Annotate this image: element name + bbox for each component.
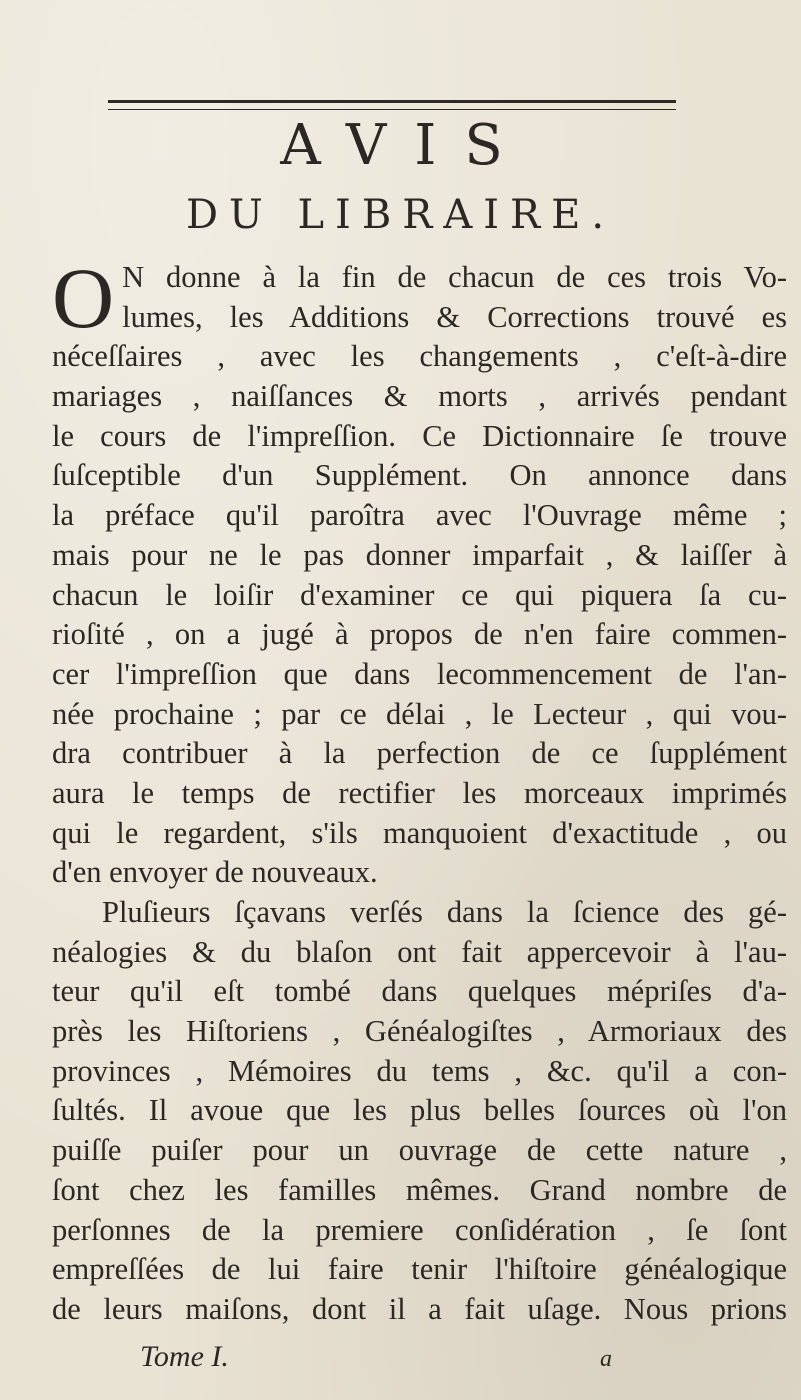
text-line: néceſſaires , avec les changements , c'eſt-à-dire bbox=[52, 339, 787, 374]
page-subtitle: DU LIBRAIRE. bbox=[185, 192, 616, 238]
text-line: ſont chez les familles mêmes. Grand nombre de bbox=[52, 1172, 787, 1207]
paragraph-sources bbox=[52, 893, 787, 1330]
text-line: la préface qu'il paroîtra avec l'Ouvrage même ; bbox=[52, 498, 787, 533]
page-title: AVIS bbox=[280, 113, 531, 178]
header-rule bbox=[108, 100, 676, 110]
text-line: le cours de l'impreſſion. Ce Dictionnaire ſe trouve bbox=[52, 418, 787, 453]
text-line: qui le regardent, s'ils manquoient d'exactitude , ou bbox=[52, 815, 787, 850]
text-line: rioſité , on a jugé à propos de n'en faire commen- bbox=[52, 617, 787, 652]
text-line: dra contribuer à la perfection de ce ſupplément bbox=[52, 736, 787, 771]
text-line: mais pour ne le pas donner imparfait , & laiſſer à bbox=[52, 537, 787, 572]
text-line: chacun le loiſir d'examiner ce qui piquera ſa cu- bbox=[52, 577, 787, 612]
text-line: aura le temps de rectifier les morceaux imprimés bbox=[52, 775, 787, 810]
signature-mark: a bbox=[600, 1346, 612, 1372]
text-line: de leurs maiſons, dont il a fait uſage. Nous prions bbox=[52, 1291, 787, 1326]
paragraph-notice bbox=[52, 250, 787, 893]
text-line: néalogies & du blaſon ont fait appercevoir à l'au- bbox=[52, 934, 787, 969]
text-line: près les Hiſtoriens , Généalogiſtes , Armoriaux des bbox=[52, 1014, 787, 1049]
text-line: ſuſceptible d'un Supplément. On annonce dans bbox=[52, 458, 787, 493]
drop-cap: O bbox=[52, 250, 115, 346]
volume-label: Tome I. bbox=[140, 1340, 229, 1373]
text-line: Pluſieurs ſçavans verſés dans la ſcience des gé- bbox=[102, 895, 787, 929]
text-line: née prochaine ; par ce délai , le Lecteur , qui vou- bbox=[52, 696, 787, 731]
text-line: empreſſées de lui faire tenir l'hiſtoire généalogique bbox=[52, 1252, 787, 1287]
text-line: ſultés. Il avoue que les plus belles ſources où l'on bbox=[52, 1093, 787, 1128]
text-line: puiſſe puiſer pour un ouvrage de cette nature , bbox=[52, 1133, 787, 1168]
text-line: lumes, les Additions & Corrections trouvé es bbox=[122, 299, 787, 334]
text-line: d'en envoyer de nouveaux. bbox=[52, 855, 378, 890]
text-line: mariages , naiſſances & morts , arrivés pendant bbox=[52, 379, 787, 414]
text-line: teur qu'il eſt tombé dans quelques mépriſes d'a- bbox=[52, 974, 787, 1009]
body-text bbox=[52, 250, 787, 1330]
text-line: provinces , Mémoires du tems , &c. qu'il a con- bbox=[52, 1053, 787, 1088]
text-line: N donne à la fin de chacun de ces trois Vo- bbox=[122, 260, 787, 294]
text-line: perſonnes de la premiere conſidération , ſe ſont bbox=[52, 1212, 787, 1247]
text-line: cer l'impreſſion que dans lecommencement de l'an- bbox=[52, 656, 787, 691]
